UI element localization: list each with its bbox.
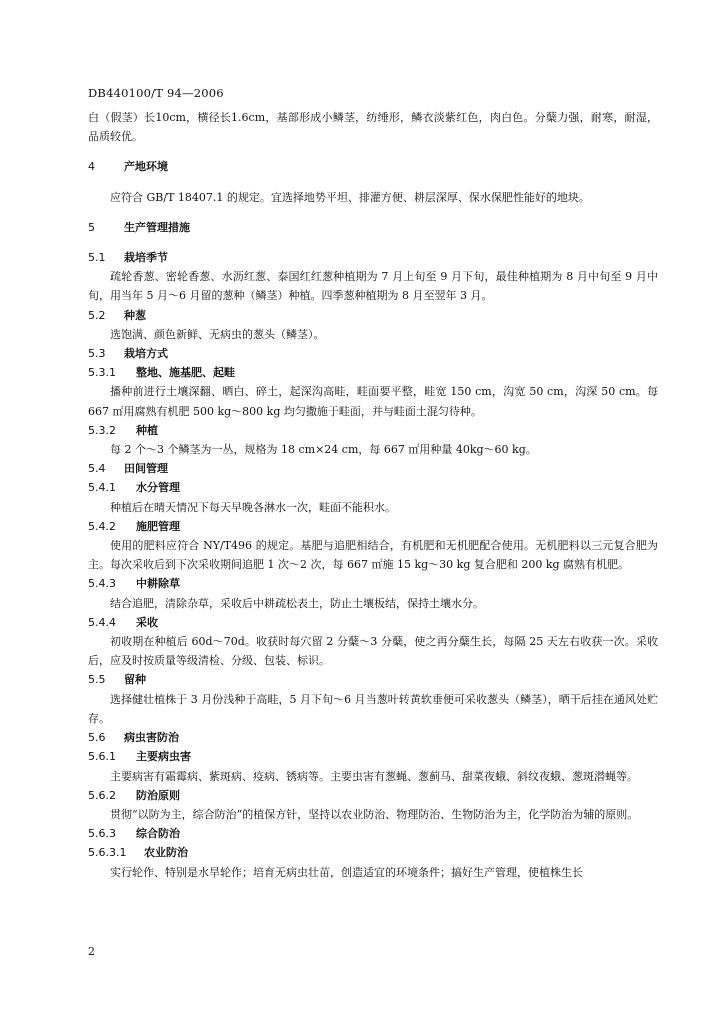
section-heading (88, 517, 658, 536)
section-title: 整地、施基肥、起畦 (136, 366, 235, 380)
section-number: 5.6 (88, 731, 106, 745)
section-number: 4 (88, 160, 95, 174)
section-heading (88, 824, 658, 843)
paragraph: 使用的肥料应符合 NY/T496 的规定。基肥与追肥相结合，有机肥和无机肥配合使用。无机肥料以三元复合肥为主。每次采收后到下次采收期间追肥 1 次～2 次，每 667 ㎡施 15 kg～30 kg 复合肥和 200 kg 腐熟有机肥。 (88, 539, 658, 572)
section-number: 5.3.2 (88, 423, 116, 437)
section-title: 田间管理 (124, 462, 168, 476)
section-heading (88, 363, 658, 382)
section-title: 栽培季节 (124, 251, 168, 265)
section-heading (88, 306, 658, 325)
spacer (88, 146, 658, 157)
section-heading (88, 843, 658, 862)
section-title: 栽培方式 (124, 347, 168, 361)
paragraph: 疏轮香葱、密轮香葱、水沥红葱、泰国红红葱种植期为 7 月上旬至 9 月下旬，最佳种植期为 8 月中旬至 9 月中旬，用当年 5 月～6 月留的葱种（鳞茎）种植。四季葱种植期为 8 月至翌年 3 月。 (88, 270, 658, 303)
section-number: 5.6.3.1 (88, 846, 127, 860)
section-number: 5.6.1 (88, 750, 116, 764)
paragraph: 应符合 GB/T 18407.1 的规定。宜选择地势平坦、排灌方便、耕层深厚、保水保肥性能好的地块。 (110, 190, 590, 204)
paragraph: 贯彻“以防为主，综合防治”的植保方针，坚持以农业防治、物理防治、生物防治为主，化学防治为辅的原则。 (110, 807, 639, 821)
section-title: 病虫害防治 (124, 731, 179, 745)
section-title: 生产管理措施 (124, 220, 190, 234)
section-title: 主要病虫害 (136, 750, 191, 764)
paragraph: 主要病害有霜霉病、紫斑病、疫病、锈病等。主要虫害有葱蝇、葱蓟马、甜菜夜蛾、斜纹夜蛾、葱斑潜蝇等。 (110, 769, 638, 783)
spacer (88, 177, 658, 188)
section-title: 施肥管理 (136, 519, 180, 533)
section-number: 5.4.2 (88, 519, 116, 533)
section-number: 5.5 (88, 673, 106, 687)
section-number: 5.4.3 (88, 577, 116, 591)
section-heading (88, 421, 658, 440)
document-body (88, 108, 658, 882)
section-title: 留种 (124, 673, 146, 687)
paragraph: 选饱满、颜色新鲜、无病虫的葱头（鳞茎）。 (110, 327, 325, 341)
paragraph: 选择健壮植株于 3 月份浅种于高畦，5 月下旬～6 月当葱叶转黄软垂便可采收葱头（鳞茎），晒干后挂在通风处贮存。 (88, 692, 658, 725)
section-heading (88, 574, 658, 593)
section-number: 5.3.1 (88, 366, 116, 380)
section-title: 产地环境 (124, 160, 168, 174)
paragraph: 白（假茎）长10cm，横径长1.6cm，基部形成小鳞茎，纺缍形，鳞衣淡紫红色，肉白色。分蘖力强，耐寒，耐湿，品质较优。 (88, 111, 658, 144)
paragraph: 初收期在种植后 60d～70d。收获时每穴留 2 分蘖～3 分蘖，使之再分蘖生长，每隔 25 天左右收获一次。采收后，应及时按质量等级清检、分级、包装、标识。 (88, 635, 658, 668)
section-heading (88, 344, 658, 363)
section-number: 5.6.2 (88, 788, 116, 802)
spacer (88, 207, 658, 218)
section-title: 种植 (136, 423, 158, 437)
section-number: 5.6.3 (88, 827, 116, 841)
paragraph: 每 2 个～3 个鳞茎为一丛，规格为 18 cm×24 cm，每 667 ㎡用种量 40kg～60 kg。 (110, 443, 537, 457)
section-heading (88, 218, 658, 237)
section-title: 种葱 (124, 308, 146, 322)
section-title: 采收 (136, 615, 158, 629)
section-number: 5.4.4 (88, 615, 116, 629)
section-number: 5.1 (88, 251, 106, 265)
section-heading (88, 786, 658, 805)
section-heading (88, 248, 658, 267)
section-heading (88, 728, 658, 747)
spacer (88, 237, 658, 248)
section-heading (88, 747, 658, 766)
section-number: 5 (88, 220, 95, 234)
section-title: 水分管理 (136, 481, 180, 495)
section-heading (88, 478, 658, 497)
section-title: 农业防治 (144, 846, 188, 860)
section-number: 5.4.1 (88, 481, 116, 495)
section-title: 中耕除草 (136, 577, 180, 591)
paragraph: 种植后在晴天情况下每天早晚各淋水一次，畦面不能积水。 (110, 500, 396, 514)
section-heading (88, 670, 658, 689)
section-number: 5.4 (88, 462, 106, 476)
section-heading (88, 613, 658, 632)
paragraph: 实行轮作、特别是水旱轮作；培育无病虫壮苗，创造适宜的环境条件；搞好生产管理，使植株生长 (110, 865, 583, 879)
section-number: 5.3 (88, 347, 106, 361)
section-title: 防治原则 (136, 788, 180, 802)
standard-code-header: DB440100/T 94—2006 (88, 86, 224, 100)
section-heading (88, 459, 658, 478)
section-number: 5.2 (88, 308, 106, 322)
section-heading (88, 157, 658, 176)
paragraph: 播种前进行土壤深翻、晒白、碎土，起深沟高畦，畦面要平整，畦宽 150 cm，沟宽 50 cm，沟深 50 cm。每 667 ㎡用腐熟有机肥 500 kg～800 kg 均匀撒施于畦面，并与畦面土混匀待种。 (88, 385, 658, 418)
paragraph: 结合追肥，清除杂草，采收后中耕疏松表土，防止土壤板结，保持土壤水分。 (110, 596, 484, 610)
section-title: 综合防治 (136, 827, 180, 841)
page-number: 2 (88, 945, 95, 958)
